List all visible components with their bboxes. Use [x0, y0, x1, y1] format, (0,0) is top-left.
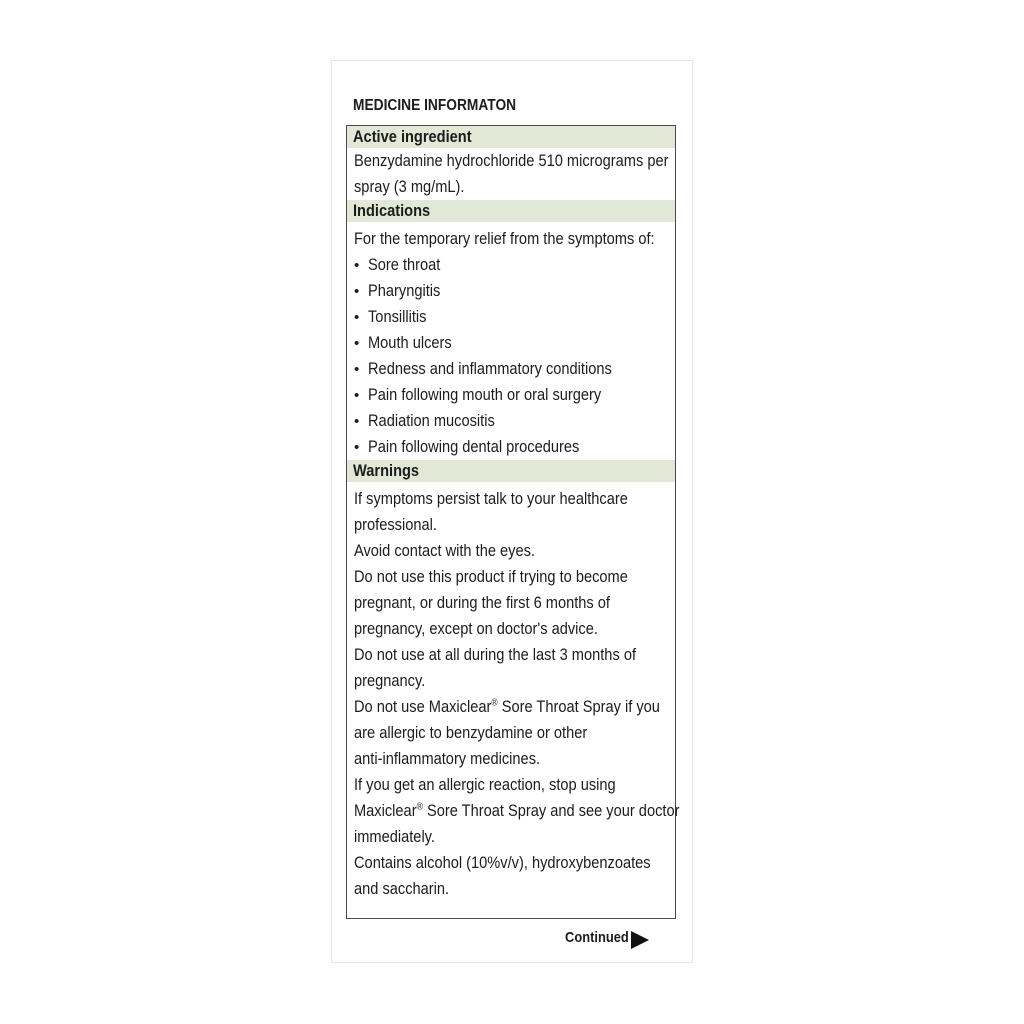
bullet-icon: • [354, 439, 360, 456]
bullet-icon: • [354, 309, 360, 326]
warning-line: Maxiclear® Sore Throat Spray and see your doctor [354, 801, 680, 820]
warning-line: pregnancy. [354, 671, 426, 690]
section-heading-indications: Indications [347, 200, 675, 222]
warning-line: professional. [354, 515, 437, 534]
warning-line: anti-inflammatory medicines. [354, 749, 541, 768]
bullet-icon: • [354, 361, 360, 378]
indication-item: • Radiation mucositis [347, 408, 675, 434]
continued-label: Continued [565, 929, 629, 946]
bullet-icon: • [354, 413, 360, 430]
bullet-icon: • [354, 257, 360, 274]
active-ingredient-line: Benzydamine hydrochloride 510 micrograms per [354, 151, 669, 170]
warning-line: pregnancy, except on doctor's advice. [354, 619, 598, 638]
bullet-icon: • [354, 387, 360, 404]
warning-line: pregnant, or during the first 6 months of [354, 593, 610, 612]
indication-item: • Tonsillitis [347, 304, 675, 330]
warning-line: are allergic to benzydamine or other [354, 723, 588, 742]
warning-line: If you get an allergic reaction, stop using [354, 775, 616, 794]
bullet-icon: • [354, 335, 360, 352]
indication-item: • Redness and inflammatory conditions [347, 356, 675, 382]
section-heading-active-ingredient: Active ingredient [347, 126, 675, 148]
medicine-info-panel [331, 60, 693, 963]
indication-item: • Pharyngitis [347, 278, 675, 304]
indication-item: • Mouth ulcers [347, 330, 675, 356]
warning-line: Contains alcohol (10%v/v), hydroxybenzoates [354, 853, 651, 872]
bullet-icon: • [354, 283, 360, 300]
indication-item: • Sore throat [347, 252, 675, 278]
indication-item: • Pain following mouth or oral surgery [347, 382, 675, 408]
warning-line: Avoid contact with the eyes. [354, 541, 535, 560]
indication-item: • Pain following dental procedures [347, 434, 675, 460]
warning-line: Do not use at all during the last 3 months of [354, 645, 637, 664]
panel-title: MEDICINE INFORMATON [353, 97, 517, 114]
warning-line: immediately. [354, 827, 435, 846]
warning-line: If symptoms persist talk to your healthcare [354, 489, 628, 508]
section-heading-warnings: Warnings [347, 460, 675, 482]
warning-line: and saccharin. [354, 879, 450, 898]
indications-intro: For the temporary relief from the symptoms of: [354, 229, 655, 248]
right-triangle-icon [631, 931, 649, 949]
warning-line: Do not use Maxiclear® Sore Throat Spray if you [354, 697, 660, 716]
registered-mark: ® [491, 697, 498, 709]
registered-mark: ® [416, 801, 423, 813]
warning-line: Do not use this product if trying to become [354, 567, 628, 586]
active-ingredient-line: spray (3 mg/mL). [354, 177, 465, 196]
info-box [346, 125, 680, 919]
